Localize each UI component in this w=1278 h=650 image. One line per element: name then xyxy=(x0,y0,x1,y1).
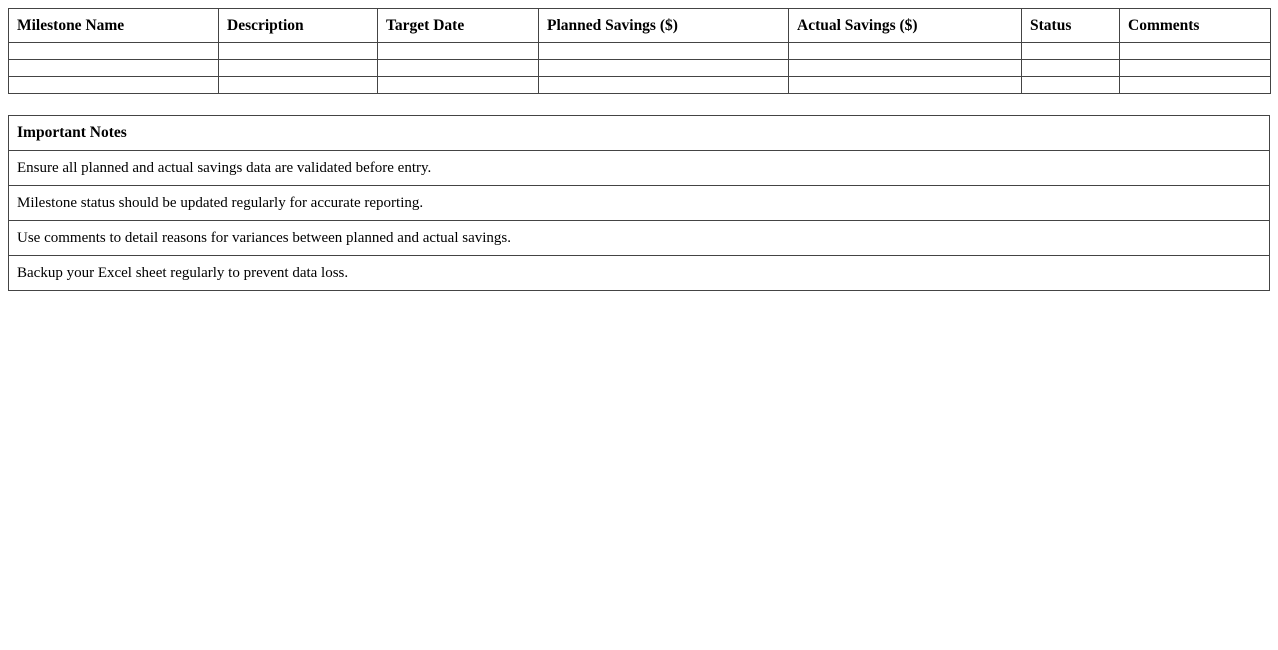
cell-description[interactable] xyxy=(219,77,378,94)
header-actual-savings: Actual Savings ($) xyxy=(789,9,1022,43)
cell-description[interactable] xyxy=(219,43,378,60)
notes-header-row xyxy=(9,116,1270,151)
header-status: Status xyxy=(1022,9,1120,43)
cell-status[interactable] xyxy=(1022,43,1120,60)
cell-target-date[interactable] xyxy=(378,43,539,60)
table-header-row xyxy=(9,9,1271,43)
cell-status[interactable] xyxy=(1022,60,1120,77)
important-notes-table xyxy=(8,115,1270,291)
cell-milestone-name[interactable] xyxy=(9,60,219,77)
cell-planned-savings[interactable] xyxy=(539,43,789,60)
cell-target-date[interactable] xyxy=(378,60,539,77)
cell-target-date[interactable] xyxy=(378,77,539,94)
cell-comments[interactable] xyxy=(1120,60,1271,77)
table-row xyxy=(9,60,1271,77)
cell-status[interactable] xyxy=(1022,77,1120,94)
header-milestone-name: Milestone Name xyxy=(9,9,219,43)
cell-milestone-name[interactable] xyxy=(9,77,219,94)
cell-actual-savings[interactable] xyxy=(789,43,1022,60)
table-row xyxy=(9,77,1271,94)
note-item: Use comments to detail reasons for variances between planned and actual savings. xyxy=(9,221,1270,256)
cell-description[interactable] xyxy=(219,60,378,77)
header-planned-savings: Planned Savings ($) xyxy=(539,9,789,43)
note-row xyxy=(9,186,1270,221)
cell-planned-savings[interactable] xyxy=(539,77,789,94)
header-comments: Comments xyxy=(1120,9,1271,43)
cell-actual-savings[interactable] xyxy=(789,77,1022,94)
notes-title: Important Notes xyxy=(9,116,1270,151)
note-item: Ensure all planned and actual savings data are validated before entry. xyxy=(9,151,1270,186)
note-item: Backup your Excel sheet regularly to prevent data loss. xyxy=(9,256,1270,291)
note-row xyxy=(9,221,1270,256)
header-target-date: Target Date xyxy=(378,9,539,43)
cell-actual-savings[interactable] xyxy=(789,60,1022,77)
note-row xyxy=(9,151,1270,186)
cell-comments[interactable] xyxy=(1120,77,1271,94)
cell-comments[interactable] xyxy=(1120,43,1271,60)
header-description: Description xyxy=(219,9,378,43)
milestone-table xyxy=(8,8,1271,94)
cell-milestone-name[interactable] xyxy=(9,43,219,60)
table-row xyxy=(9,43,1271,60)
note-row xyxy=(9,256,1270,291)
note-item: Milestone status should be updated regularly for accurate reporting. xyxy=(9,186,1270,221)
cell-planned-savings[interactable] xyxy=(539,60,789,77)
